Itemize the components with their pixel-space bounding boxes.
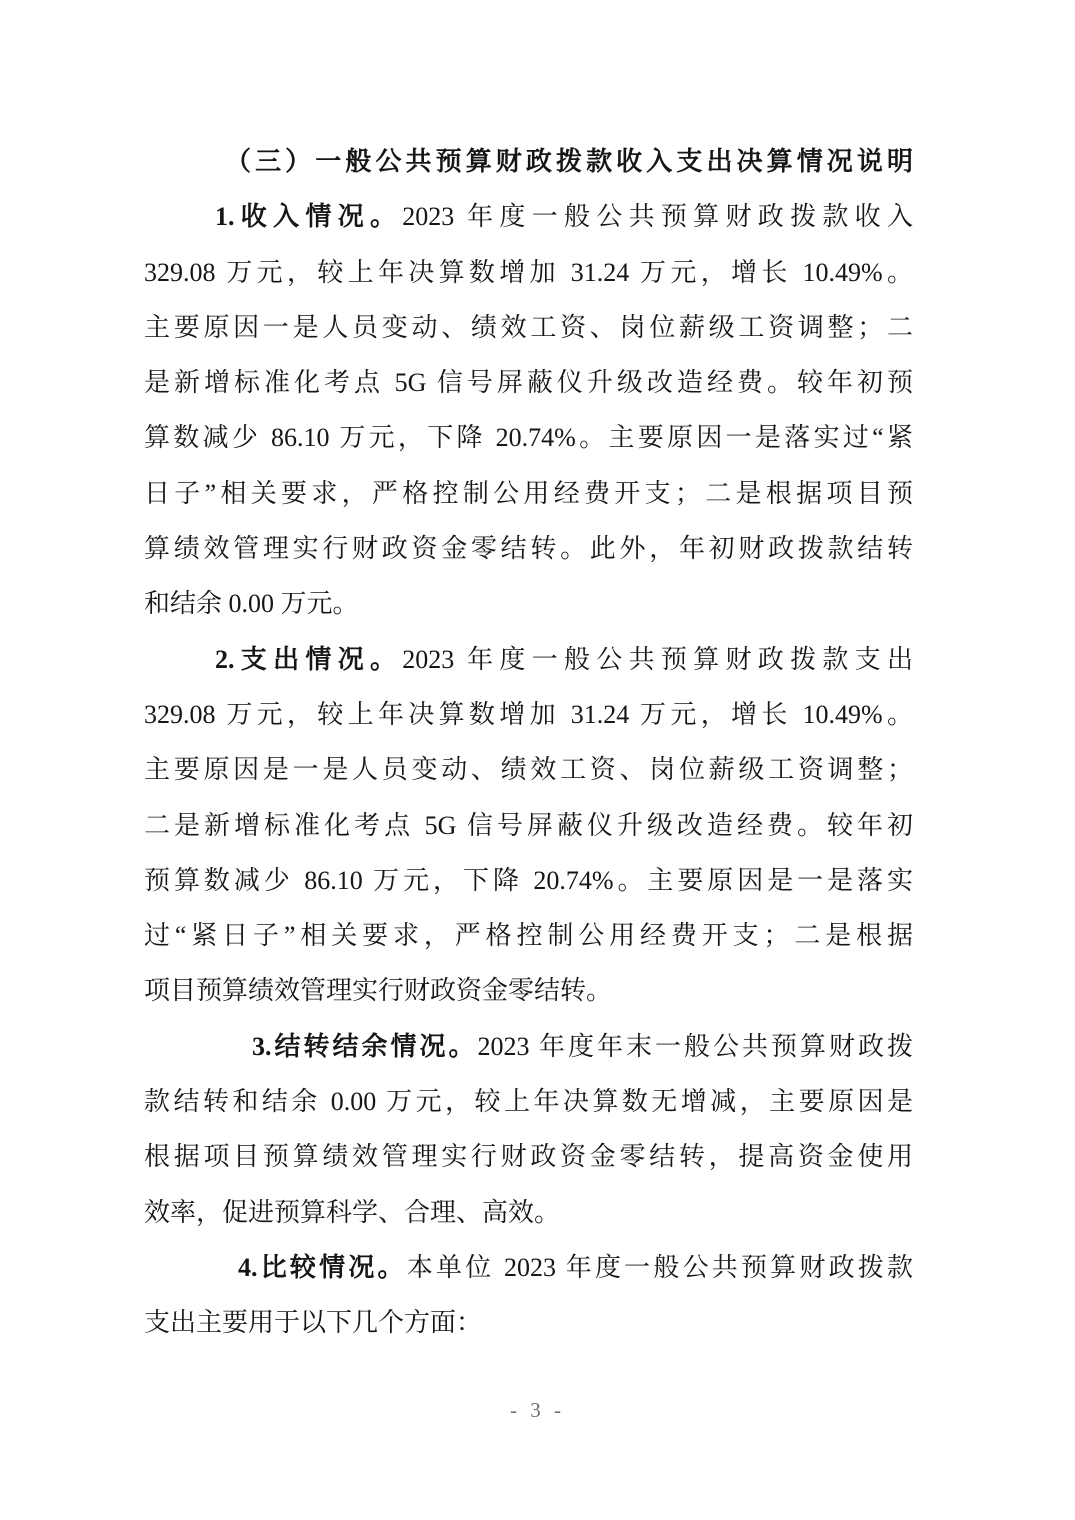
para-4-head: 4.比较情况。 bbox=[238, 1252, 407, 1282]
para-2-line-6: 过“紧日子”相关要求，严格控制公用经费开支；二是根据 bbox=[144, 921, 913, 951]
para-3-head: 3.结转结余情况。 bbox=[252, 1031, 478, 1061]
para-2-line-4: 二是新增标准化考点 5G 信号屏蔽仪升级改造经费。较年初 bbox=[144, 810, 913, 840]
para-1-line-2: 329.08 万元，较上年决算数增加 31.24 万元，增长 10.49%。 bbox=[144, 257, 913, 287]
para-1-line-6: 日子”相关要求，严格控制公用经费开支；二是根据项目预 bbox=[144, 478, 913, 508]
para-2-line-3: 主要原因是一是人员变动、绩效工资、岗位薪级工资调整； bbox=[144, 755, 913, 785]
para-4-line-2: 支出主要用于以下几个方面： bbox=[144, 1308, 483, 1338]
para-3-line-2: 款结转和结余 0.00 万元，较上年决算数无增减，主要原因是 bbox=[144, 1087, 913, 1117]
para-2-head: 2.支出情况。 bbox=[215, 644, 403, 674]
para-1-line-3: 主要原因一是人员变动、绩效工资、岗位薪级工资调整；二 bbox=[144, 312, 913, 342]
para-2-line-1 bbox=[144, 632, 913, 687]
para-1-line-8: 和结余 0.00 万元。 bbox=[144, 589, 359, 619]
para-1-line-1-text: 2023 年度一般公共预算财政拨款收入 bbox=[402, 202, 913, 232]
para-1-line-7: 算绩效管理实行财政资金零结转。此外，年初财政拨款结转 bbox=[144, 534, 913, 564]
document-body bbox=[144, 134, 913, 1351]
para-4-line-1-text: 本单位 2023 年度一般公共预算财政拨款 bbox=[406, 1252, 913, 1282]
section-title: （三）一般公共预算财政拨款收入支出决算情况说明 bbox=[225, 147, 913, 176]
para-1-line-1 bbox=[144, 189, 913, 244]
para-1-head: 1.收入情况。 bbox=[215, 202, 403, 232]
para-2-line-7: 项目预算绩效管理实行财政资金零结转。 bbox=[144, 976, 613, 1006]
para-4-line-1 bbox=[144, 1240, 913, 1295]
para-3-line-1-text: 2023 年度年末一般公共预算财政拨 bbox=[477, 1031, 913, 1061]
para-1-line-5: 算数减少 86.10 万元，下降 20.74%。主要原因一是落实过“紧 bbox=[144, 423, 913, 453]
para-3-line-1 bbox=[144, 1019, 913, 1074]
para-1-line-4: 是新增标准化考点 5G 信号屏蔽仪升级改造经费。较年初预 bbox=[144, 368, 913, 398]
para-3-line-3: 根据项目预算绩效管理实行财政资金零结转，提高资金使用 bbox=[144, 1142, 913, 1172]
para-3-line-4: 效率，促进预算科学、合理、高效。 bbox=[144, 1197, 561, 1227]
page-number: - 3 - bbox=[510, 1398, 565, 1422]
para-2-line-2: 329.08 万元，较上年决算数增加 31.24 万元，增长 10.49%。 bbox=[144, 699, 913, 729]
para-2-line-5: 预算数减少 86.10 万元，下降 20.74%。主要原因是一是落实 bbox=[144, 865, 913, 895]
para-2-line-1-text: 2023 年度一般公共预算财政拨款支出 bbox=[402, 644, 913, 674]
